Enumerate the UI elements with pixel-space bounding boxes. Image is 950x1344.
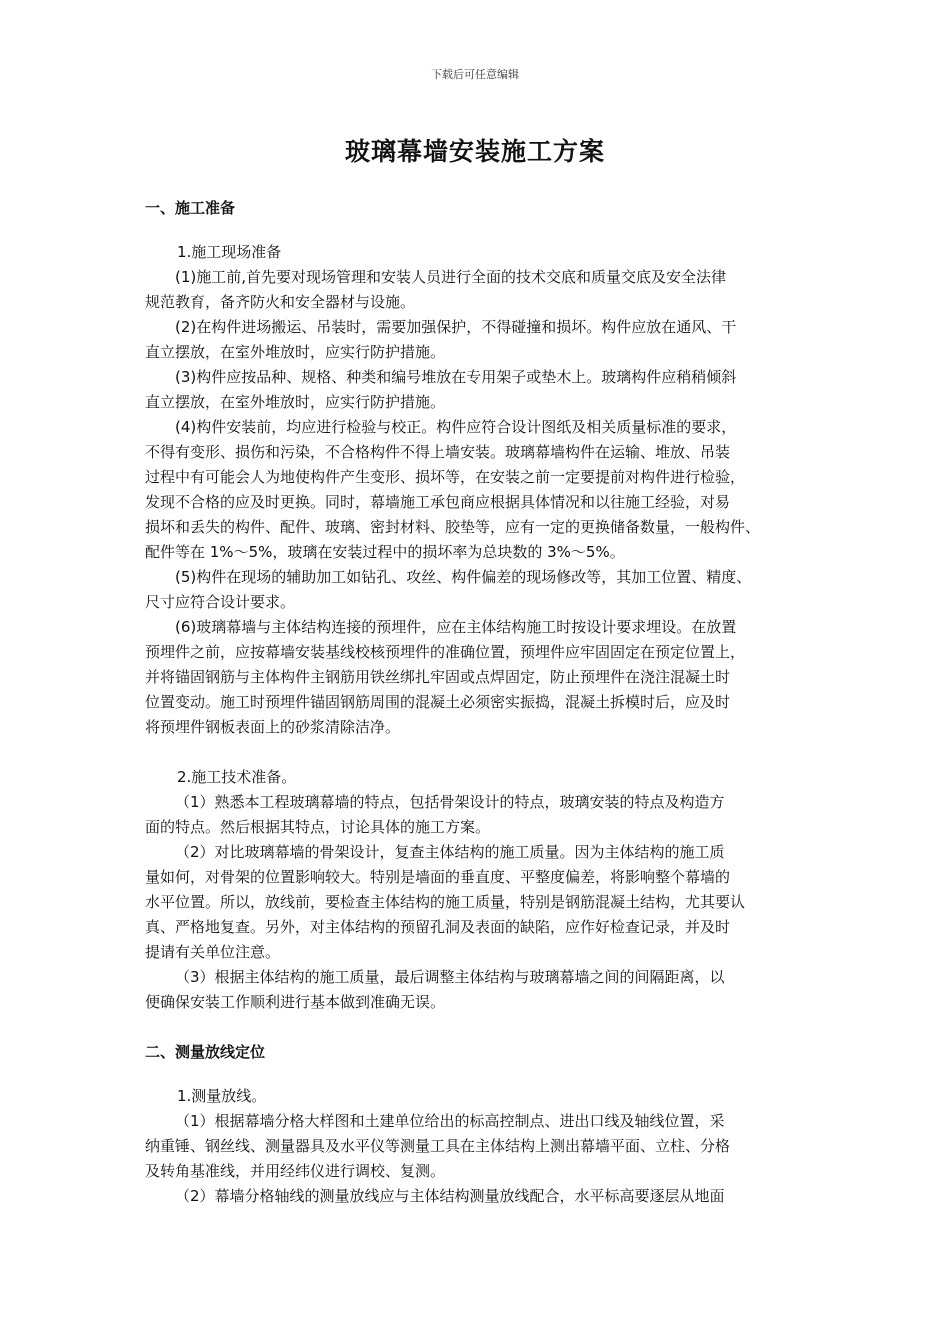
section-heading: 二、测量放线定位 — [145, 1043, 266, 1061]
paragraph: (3)构件应按品种、规格、种类和编号堆放在专用架子或垫木上。玻璃构件应稍稍倾斜 直立摆放，在室外堆放时，应实行防护措施。 — [145, 368, 737, 411]
paragraph: (5)构件在现场的辅助加工如钻孔、攻丝、构件偏差的现场修改等，其加工位置、精度、 尺寸应符合设计要求。 — [145, 568, 752, 611]
paragraph: （3）根据主体结构的施工质量，最后调整主体结构与玻璃幕墙之间的间隔距离，以 便确保安装工作顺利进行基本做到准确无误。 — [145, 968, 725, 1011]
subsection-heading: 1.施工现场准备 — [177, 243, 282, 261]
subsection-heading: 2.施工技术准备。 — [177, 768, 297, 786]
paragraph: （2）对比玻璃幕墙的骨架设计，复查主体结构的施工质量。因为主体结构的施工质 量如何，对骨架的位置影响较大。特别是墙面的垂直度、平整度偏差，将影响整个幕墙的 水平位置。所以，放线前，要检查主体结构的施工质量，特别是钢筋混凝土结构，尤其要认 真、严格地复查。另外，对主体结构的预留孔洞及表面的缺陷，应作好检查记录，并及时 提请有关单位注意。 — [145, 843, 746, 961]
paragraph: （2）幕墙分格轴线的测量放线应与主体结构测量放线配合，水平标高要逐层从地面 — [175, 1187, 725, 1205]
section-heading: 一、施工准备 — [145, 199, 236, 217]
paragraph: (4)构件安装前，均应进行检验与校正。构件应符合设计图纸及相关质量标准的要求， 不得有变形、损伤和污染，不合格构件不得上墙安装。玻璃幕墙构件在运输、堆放、吊装 过程中有可能会人为地使构件产生变形、损坏等，在安装之前一定要提前对构件进行检验， 发现不合格的应及时更换。同时，幕墙施工承包商应根据具体情况和以往施工经验，对易 损坏和丢失的构件、配件、玻璃、密封材料、胶垫等，应有一定的更换储备数量，一般构件、 配件等在 1%～5%，玻璃在安装过程中的损坏率为总块数的 3%～5%。 — [145, 418, 761, 561]
paragraph: (1)施工前,首先要对现场管理和安装人员进行全面的技术交底和质量交底及安全法律 规范教育，备齐防火和安全器材与设施。 — [145, 268, 727, 311]
document-title: 玻璃幕墙安装施工方案 — [344, 137, 605, 166]
document-body — [145, 196, 825, 1209]
paragraph: （1）熟悉本工程玻璃幕墙的特点，包括骨架设计的特点，玻璃安装的特点及构造方 面的特点。然后根据其特点，讨论具体的施工方案。 — [145, 793, 725, 836]
header-note: 下载后可任意编辑 — [431, 68, 519, 81]
paragraph: (2)在构件进场搬运、吊装时，需要加强保护，不得碰撞和损坏。构件应放在通风、干 直立摆放，在室外堆放时，应实行防护措施。 — [145, 318, 737, 361]
paragraph: （1）根据幕墙分格大样图和土建单位给出的标高控制点、进出口线及轴线位置，采 纳重锤、钢丝线、测量器具及水平仪等测量工具在主体结构上测出幕墙平面、立柱、分格 及转角基准线，并用经纬仪进行调校、复测。 — [145, 1112, 731, 1180]
subsection-heading: 1.测量放线。 — [177, 1087, 267, 1105]
paragraph: (6)玻璃幕墙与主体结构连接的预埋件，应在主体结构施工时按设计要求埋设。在放置 预埋件之前，应按幕墙安装基线校核预埋件的准确位置，预埋件应牢固固定在预定位置上， 并将锚固钢筋与主体构件主钢筋用铁丝绑扎牢固或点焊固定，防止预埋件在浇注混凝土时 位置变动。施工时预埋件锚固钢筋周围的混凝土必须密实振捣，混凝土拆模时后，应及时 将预埋件钢板表面上的砂浆清除洁净。 — [145, 618, 746, 736]
